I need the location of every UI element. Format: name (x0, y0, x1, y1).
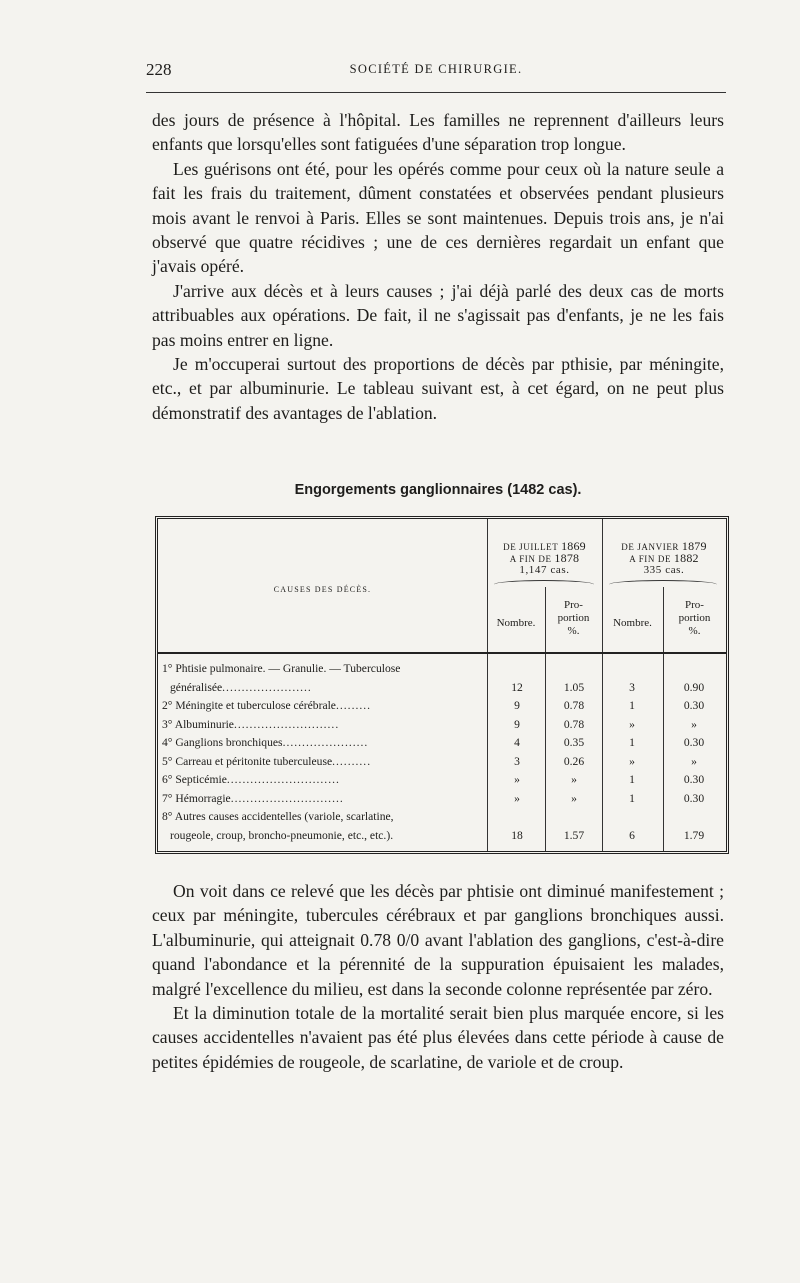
period1-cases: 1,147 cas. (519, 564, 570, 576)
proportion-1: 1.57 (563, 828, 585, 842)
nombre-2: 1 (629, 791, 635, 805)
cause-label: 7° Hémorragie (162, 791, 231, 805)
proportion-2: 0.30 (683, 736, 705, 749)
nombre-1: 4 (514, 736, 520, 749)
cause-label: 1° Phtisie pulmonaire. — Granulie. — Tuberculose (162, 662, 401, 675)
period1-line2: A FIN DE (509, 554, 552, 564)
proportion-1: 0.26 (563, 754, 585, 768)
cause-cell: 7° Hémorragie............................. (162, 791, 344, 805)
col-proportion-1: Pro- portion %. (557, 599, 590, 637)
cause-label: 4° Ganglions bronchiques (162, 736, 283, 749)
table-row (158, 790, 726, 809)
paragraph: Et la diminution totale de la mortalité serait bien plus marquée encore, si les causes accidentelles n'avaient pas été plus élevées dans cette période à cause de petites épidémies de rougeole, de scarlatine, de variole et de croup. (152, 1003, 724, 1072)
period2-cases: 335 cas. (643, 564, 685, 576)
proportion-2: » (691, 754, 697, 768)
nombre-2: » (629, 754, 635, 768)
paragraph: Je m'occuperai surtout des proportions de décès par pthisie, par méningite, etc., et par albuminurie. Le tableau suivant est, à cet égard, on ne peut plus démonstratif des avantages de l'ablation. (152, 354, 724, 423)
cause-cell: 6° Septicémie............................. (162, 773, 340, 786)
proportion-1: 1.05 (563, 680, 585, 694)
proportion-1: » (571, 791, 577, 805)
nombre-2: 3 (629, 680, 635, 694)
proportion-1: 0.35 (563, 736, 585, 749)
period1-header (487, 541, 602, 576)
cause-cell: 1° Phtisie pulmonaire. — Granulie. — Tuberculose généralisée....................... (162, 662, 401, 694)
nombre-1: » (514, 791, 520, 805)
proportion-2: 0.30 (683, 773, 705, 786)
cause-label-line2: rougeole, croup, broncho-pneumonie, etc., etc.). (170, 828, 394, 842)
cause-cell: 4° Ganglions bronchiques...................... (162, 736, 369, 749)
period2-line1: DE JANVIER (621, 542, 680, 552)
cause-label: 2° Méningite et tuberculose cérébrale (162, 699, 336, 712)
nombre-2: » (629, 717, 635, 731)
period2-line2: A FIN DE (629, 554, 672, 564)
nombre-2: 1 (629, 773, 635, 786)
col-nombre-2: Nombre. (613, 617, 652, 629)
proportion-2: 0.90 (683, 680, 705, 694)
brace (609, 580, 717, 589)
period1-line1: DE JUILLET (503, 542, 559, 552)
cause-cell: 3° Albuminurie........................... (162, 717, 340, 731)
proportion-1: » (571, 773, 577, 786)
period2-year2: 1882 (673, 551, 699, 565)
table-row (158, 697, 726, 716)
nombre-1: 18 (511, 828, 523, 842)
table-row (158, 734, 726, 753)
nombre-1: 9 (514, 717, 520, 731)
table-row (158, 716, 726, 735)
table-body (158, 660, 726, 845)
cause-cell: 5° Carreau et péritonite tuberculeuse.......... (162, 754, 372, 768)
nombre-1: 9 (514, 699, 520, 712)
cause-label: 8° Autres causes accidentelles (variole, scarlatine, (162, 810, 394, 823)
nombre-1: 3 (514, 754, 520, 768)
proportion-2: 0.30 (683, 699, 705, 712)
cause-label: 6° Septicémie (162, 773, 227, 786)
running-title: SOCIÉTÉ DE CHIRURGIE. (349, 62, 523, 76)
text-before-table (152, 108, 724, 425)
col-proportion-2: Pro- portion %. (678, 599, 711, 637)
paragraph: des jours de présence à l'hôpital. Les familles ne reprennent d'ailleurs leurs enfants que lorsqu'elles sont fatiguées d'une séparation trop longue. (152, 110, 724, 155)
proportion-1: 0.78 (563, 699, 585, 712)
col-nombre-1: Nombre. (496, 617, 536, 629)
paragraph: Les guérisons ont été, pour les opérés comme pour ceux où la nature seule a fait les frais du traitement, dûment constatées et observées pendant plusieurs mois avant le renvoi à Paris. Elles se sont maintenues. Depuis trois ans, je n'ai observé que quatre récidives ; une de ces dernières regardait un enfant que j'avais opéré. (152, 158, 724, 277)
proportion-2: 1.79 (683, 828, 705, 842)
nombre-2: 6 (629, 828, 635, 842)
page-header (146, 60, 726, 86)
table-title: Engorgements ganglionnaires (1482 cas). (294, 482, 582, 498)
cause-label: 5° Carreau et péritonite tuberculeuse (162, 754, 333, 768)
header-rule (146, 92, 726, 93)
nombre-1: 12 (511, 680, 523, 694)
period2-header (602, 541, 726, 576)
table-row (158, 660, 726, 697)
cause-label-line2: généralisée (170, 680, 223, 694)
proportion-2: 0.30 (683, 791, 705, 805)
header-rule (158, 652, 726, 654)
table-row (158, 771, 726, 790)
nombre-1: » (514, 773, 520, 786)
text-after-table (152, 879, 724, 1074)
nombre-2: 1 (629, 736, 635, 749)
cause-label: 3° Albuminurie (162, 717, 234, 731)
table-row (158, 753, 726, 772)
cause-cell: 2° Méningite et tuberculose cérébrale......... (162, 699, 372, 712)
causes-header: CAUSES DES DÉCÈS. (273, 585, 372, 594)
period1-year2: 1878 (554, 551, 580, 565)
table-row (158, 808, 726, 845)
period2-year1: 1879 (681, 539, 707, 553)
period1-year1: 1869 (561, 539, 586, 553)
cause-cell (162, 808, 484, 845)
paragraph: J'arrive aux décès et à leurs causes ; j'ai déjà parlé des deux cas de morts attribuables aux opérations. De fait, il ne s'agissait pas d'enfants, je ne les fais pas moins entrer en ligne. (152, 280, 724, 350)
proportion-2: » (691, 717, 697, 731)
paragraph: On voit dans ce relevé que les décès par phtisie ont diminué manifestement ; ceux par méningite, tubercules cérébraux et par ganglions bronchiques aussi. L'albuminurie, qui atteignait 0.78 0/0 avant l'ablation des ganglions, c'est-à-dire quand l'abondance et la pérennité de la suppuration épuisaient les malades, malgré l'excellence du milieu, est dans la seconde colonne représentée par zéro. (152, 881, 724, 999)
nombre-2: 1 (629, 699, 635, 712)
page-number: 228 (146, 60, 172, 79)
proportion-1: 0.78 (563, 717, 585, 731)
brace (494, 580, 594, 589)
mortality-table (155, 516, 729, 854)
